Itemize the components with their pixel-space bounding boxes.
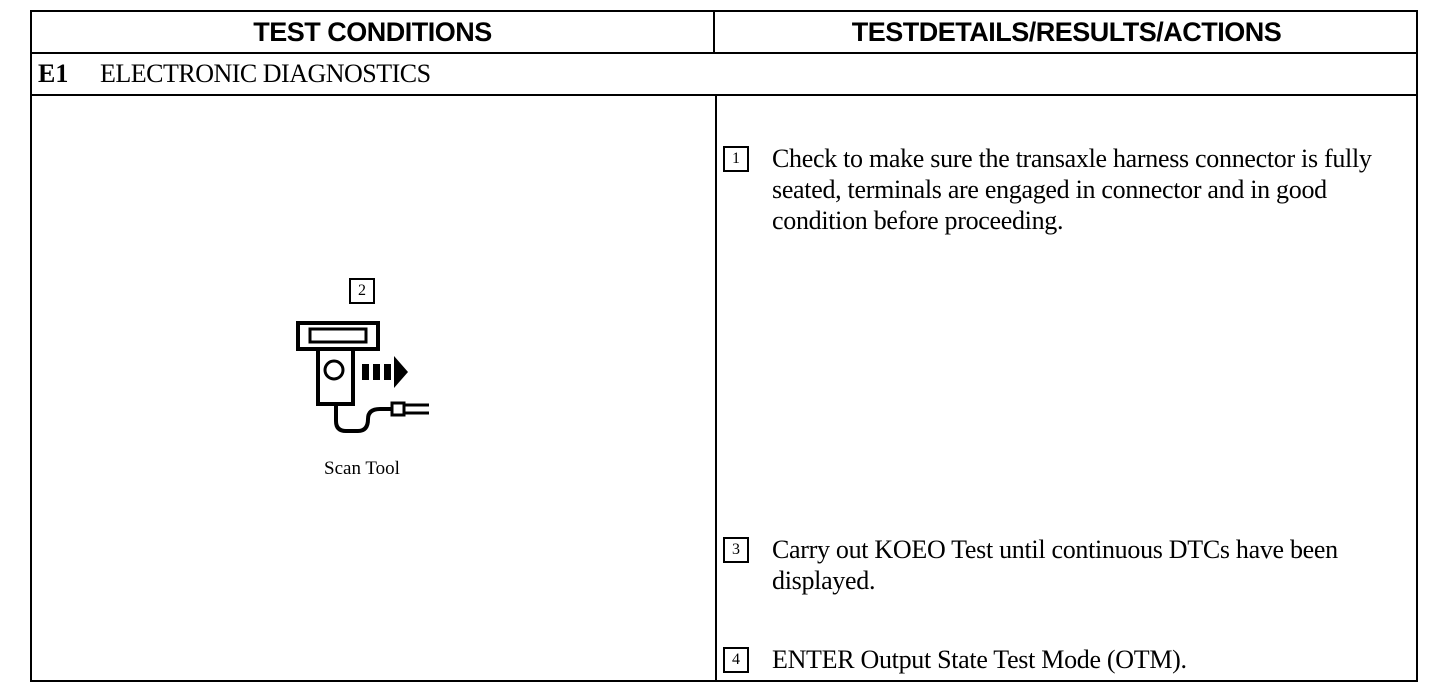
column-divider bbox=[715, 96, 717, 682]
step-text: ENTER Output State Test Mode (OTM). bbox=[772, 645, 1187, 674]
table-header bbox=[32, 12, 1416, 54]
diagnostic-table bbox=[30, 10, 1418, 682]
test-details-header: TESTDETAILS/RESULTS/ACTIONS bbox=[851, 16, 1282, 47]
test-conditions-panel bbox=[32, 96, 715, 682]
step-text: Check to make sure the transaxle harness connector is fully seated, terminals are engaged in connector and in good condition before proceeding. bbox=[772, 144, 1372, 235]
section-heading bbox=[32, 54, 1416, 96]
step-number: 3 bbox=[723, 537, 749, 563]
scan-tool-label: Scan Tool bbox=[324, 458, 400, 479]
test-conditions-header: TEST CONDITIONS bbox=[32, 12, 715, 52]
step-text: Carry out KOEO Test until continuous DTCs have been displayed. bbox=[772, 535, 1338, 595]
step-number: 4 bbox=[723, 647, 749, 673]
tool-step-number: 2 bbox=[349, 278, 375, 304]
scan-tool-icon bbox=[296, 321, 446, 446]
step-number: 1 bbox=[723, 146, 749, 172]
section-title: ELECTRONIC DIAGNOSTICS bbox=[100, 59, 431, 88]
section-code: E1 bbox=[38, 59, 69, 88]
